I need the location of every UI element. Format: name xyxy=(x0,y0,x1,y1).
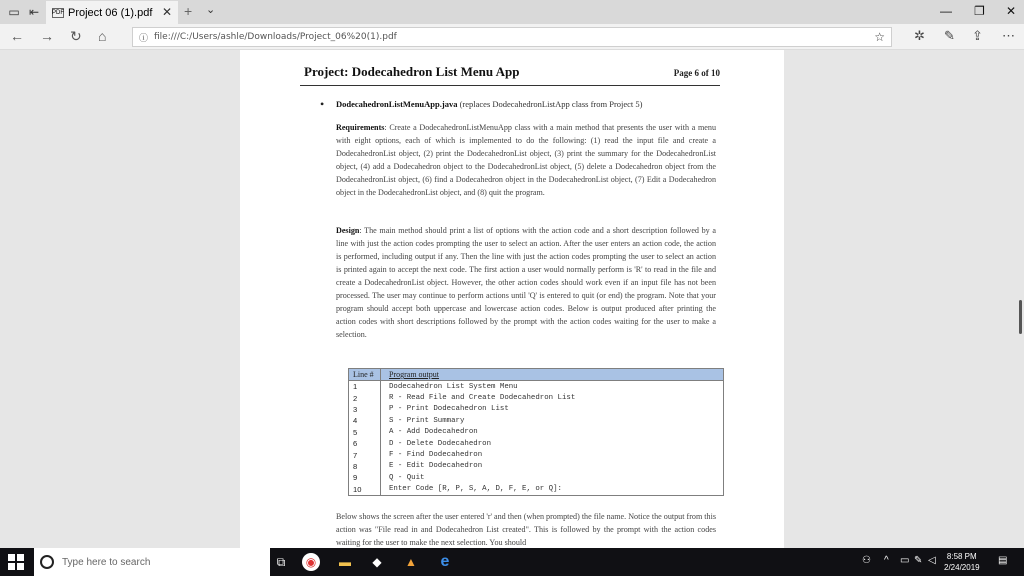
table-row xyxy=(349,415,723,426)
bullet-note: (replaces DodecahedronListApp class from Project 5) xyxy=(459,99,643,109)
edge-icon[interactable]: e xyxy=(440,553,450,570)
more-menu-icon[interactable]: ⋯ xyxy=(1002,28,1015,43)
pen-notes-icon[interactable]: ✎ xyxy=(944,28,955,43)
refresh-icon[interactable]: ↻ xyxy=(70,28,82,44)
line-number: 3 xyxy=(349,404,381,415)
header-rule xyxy=(300,85,720,86)
network-icon[interactable]: ▭ xyxy=(900,555,910,566)
bullet-filename: DodecahedronListMenuApp.java xyxy=(336,99,458,109)
col-output-header: Program output xyxy=(389,370,439,379)
program-output-line: A - Add Dodecahedron xyxy=(389,428,478,437)
volume-icon[interactable]: ◁ xyxy=(928,555,936,566)
favorite-star-icon[interactable]: ☆ xyxy=(874,30,885,44)
requirements-text: : Create a DodecahedronListMenuApp class with a main method that presents the user with a menu with eight options, each of which is implemented to do the following: (1) read the input file and create a DodecahedronList object, (2) print the DodecahedronList object, (3) print the summary for the DodecahedronList object, (4) add a Dodecahedron object to the DodecahedronList object, (5) delete a Dodecahedron object from the DodecahedronList object, (6) find a Dodecahedron object in the DodecahedronList object, (7) Edit a Dodecahedron object in the DodecahedronList object, and (8) quit the program. xyxy=(336,123,716,197)
tab-pdf[interactable] xyxy=(46,1,178,24)
program-output-table xyxy=(348,368,724,496)
favorites-hub-icon[interactable]: ✲ xyxy=(914,28,925,43)
restore-icon[interactable]: ❐ xyxy=(974,4,985,18)
pen-icon[interactable]: ✎ xyxy=(914,555,923,566)
program-output-line: S - Print Summary xyxy=(389,416,465,425)
pdf-file-icon: PDF xyxy=(52,9,64,16)
chrome-icon[interactable]: ◉ xyxy=(302,553,320,571)
address-bar[interactable] xyxy=(132,27,892,47)
design-paragraph xyxy=(336,224,716,341)
program-output-line: D - Delete Dodecahedron xyxy=(389,439,492,448)
line-number: 6 xyxy=(349,438,381,449)
program-output-line: Enter Code [R, P, S, A, D, F, E, or Q]: xyxy=(389,485,562,494)
program-output-line: Dodecahedron List System Menu xyxy=(389,382,518,391)
tab-actions-icon[interactable]: ▭ xyxy=(8,5,20,19)
scrollbar[interactable] xyxy=(1019,300,1022,334)
file-explorer-icon[interactable]: ▬ xyxy=(339,555,351,569)
after-table-paragraph: Below shows the screen after the user entered 'r' and then (when prompted) the file name. Notice the output from this action was "File read in and Dodecahedron List created". This is followed by the prompt with the action codes waiting for the user to make the next selection. You should xyxy=(336,512,716,547)
table-row xyxy=(349,461,723,472)
requirements-label: Requirements xyxy=(336,123,385,132)
windows-start-icon[interactable] xyxy=(8,554,24,570)
line-number: 9 xyxy=(349,472,381,483)
minimize-icon[interactable]: — xyxy=(940,4,952,18)
col-line-header: Line # xyxy=(349,369,381,380)
people-icon[interactable]: ⚇ xyxy=(862,555,871,566)
info-icon: ⓘ xyxy=(139,33,149,44)
line-number: 2 xyxy=(349,392,381,403)
bullet-icon: • xyxy=(320,97,325,111)
back-icon[interactable]: ← xyxy=(10,28,24,44)
url-text: file:///C:/Users/ashle/Downloads/Project_06%20(1).pdf xyxy=(154,32,397,42)
design-label: Design xyxy=(336,226,360,235)
navigation-bar xyxy=(0,24,1024,50)
store-icon[interactable]: ◆ xyxy=(372,555,382,569)
page-number: Page 6 of 10 xyxy=(673,68,720,78)
table-row xyxy=(349,438,723,449)
cortana-icon xyxy=(40,555,54,569)
page-title: Project: Dodecahedron List Menu App xyxy=(304,64,520,79)
line-number: 4 xyxy=(349,415,381,426)
design-text: : The main method should print a list of options with the action code and a short description followed by a line with just the action codes prompting the user to select an action. After the user enters an action code, the action is performed, including output if any. Then the line with just the action codes prompting the user to select an action is printed again to accept the next code. The first action a user would normally perform is 'R' to read in the file and create a DodecahedronList object. However, the other action codes should work even if an input file has not been processed. The user may continue to perform actions until 'Q' is entered to quit (or end) the program. Note that your program should accept both uppercase and lowercase action codes. Below is output produced after printing the action codes with short descriptions followed by the prompt with the action codes waiting for the user to make a selection. xyxy=(336,226,716,339)
taskbar xyxy=(0,548,1024,576)
pdf-viewer[interactable] xyxy=(0,50,1024,548)
tray-overflow-icon[interactable]: ^ xyxy=(884,555,889,566)
system-clock[interactable] xyxy=(944,551,980,573)
share-icon[interactable]: ⇪ xyxy=(972,28,983,43)
clock-date: 2/24/2019 xyxy=(944,563,980,572)
line-number: 1 xyxy=(349,381,381,392)
program-output-line: R - Read File and Create Dodecahedron List xyxy=(389,394,576,403)
close-tab-icon[interactable]: ✕ xyxy=(161,5,172,19)
table-header xyxy=(349,369,723,381)
forward-icon[interactable]: → xyxy=(40,28,54,44)
chevron-down-icon[interactable]: ⌄ xyxy=(206,4,216,16)
bullet-item xyxy=(336,99,643,109)
table-row xyxy=(349,484,723,495)
notifications-icon[interactable]: ▤ xyxy=(998,555,1008,566)
tabs-aside-icon[interactable]: ⇤ xyxy=(28,5,40,19)
table-row xyxy=(349,449,723,460)
pdf-page xyxy=(240,50,784,548)
microphone-icon[interactable]: 🎙 xyxy=(239,555,255,569)
requirements-paragraph xyxy=(336,121,716,199)
app-icon[interactable]: ▲ xyxy=(405,555,417,569)
task-view-icon[interactable]: ⧉ xyxy=(276,554,286,569)
program-output-line: Q - Quit xyxy=(389,473,425,482)
line-number: 10 xyxy=(349,484,381,495)
table-row xyxy=(349,427,723,438)
table-row xyxy=(349,381,723,392)
line-number: 8 xyxy=(349,461,381,472)
clock-time: 8:58 PM xyxy=(946,552,977,561)
table-body xyxy=(349,381,723,495)
table-row xyxy=(349,404,723,415)
table-row xyxy=(349,472,723,483)
line-number: 7 xyxy=(349,449,381,460)
program-output-line: E - Edit Dodecahedron xyxy=(389,462,483,471)
tab-strip xyxy=(0,0,1024,24)
program-output-line: F - Find Dodecahedron xyxy=(389,451,483,460)
line-number: 5 xyxy=(349,427,381,438)
close-window-icon[interactable]: ✕ xyxy=(1006,4,1017,18)
tab-title: Project 06 (1).pdf xyxy=(68,6,153,19)
taskbar-search[interactable] xyxy=(34,548,270,576)
new-tab-icon[interactable]: + xyxy=(184,3,193,19)
home-icon[interactable]: ⌂ xyxy=(98,28,107,44)
table-row xyxy=(349,392,723,403)
search-placeholder: Type here to search xyxy=(62,556,151,568)
program-output-line: P - Print Dodecahedron List xyxy=(389,405,509,414)
